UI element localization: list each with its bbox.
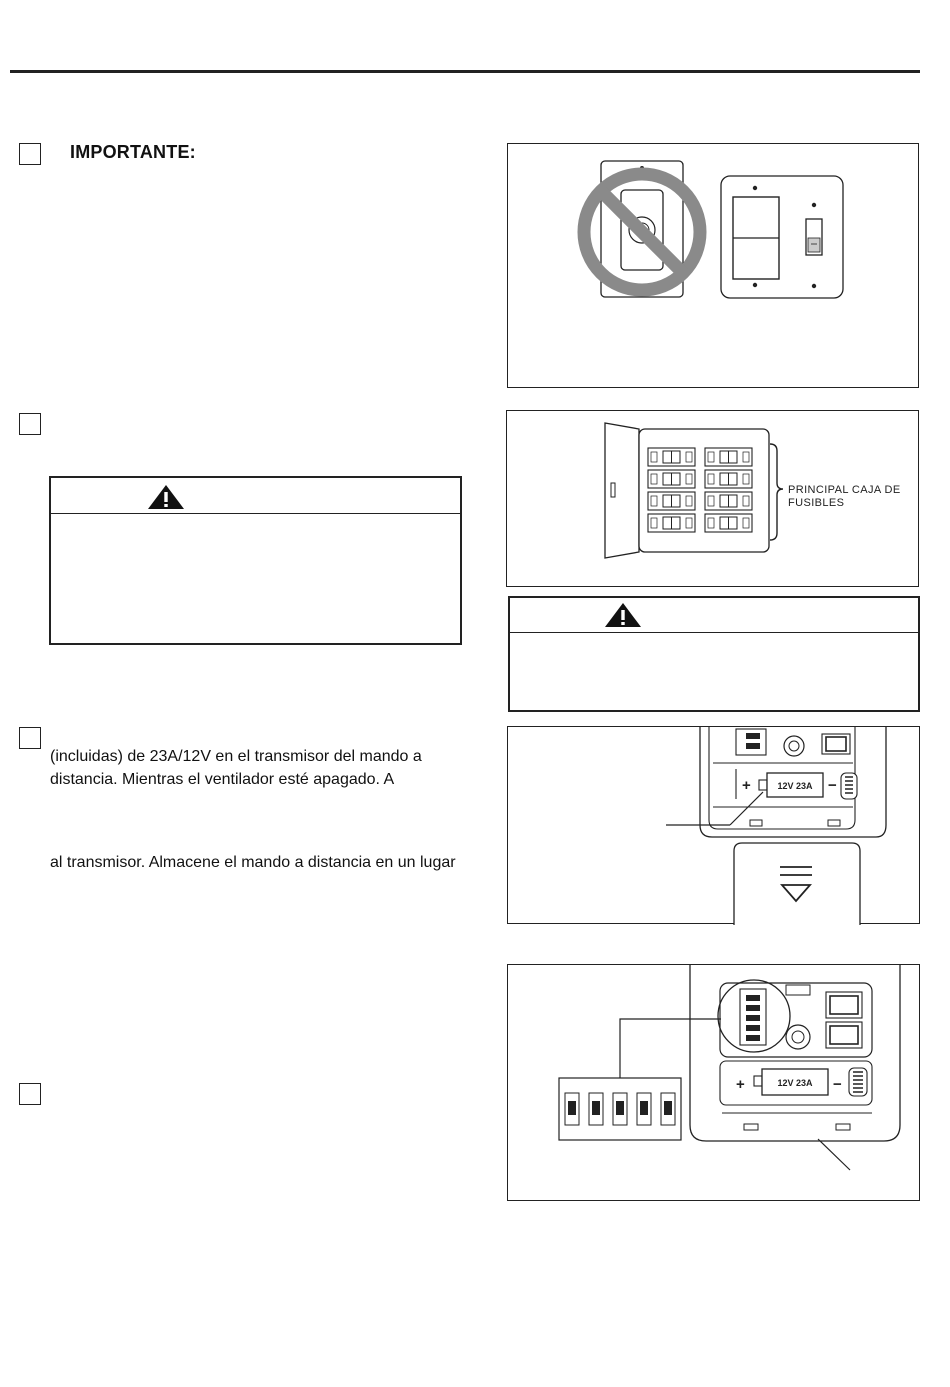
battery-label: 12V 23A [777, 781, 813, 791]
battery-label: 12V 23A [777, 1078, 813, 1088]
battery-minus-label: − [833, 1076, 842, 1093]
battery-plus-label: + [742, 777, 751, 794]
battery-instruction-line-3: al transmisor. Almacene el mando a distancia en un lugar [50, 854, 456, 871]
fuse-box-callout-line-2: FUSIBLES [788, 497, 845, 509]
step-checkbox-4[interactable] [19, 1083, 41, 1105]
remote-battery-illustration [508, 727, 921, 925]
fuse-box-illustration [507, 411, 920, 588]
fuse-box-callout-line-1: PRINCIPAL CAJA DE [788, 484, 901, 496]
figure-dip-switches [507, 964, 920, 1201]
figure-wall-controls [507, 143, 919, 388]
step-checkbox-1[interactable] [19, 143, 41, 165]
step-checkbox-2[interactable] [19, 413, 41, 435]
warning-triangle-icon [603, 601, 643, 629]
warning-header-left [51, 478, 460, 514]
figure-battery-install [507, 726, 920, 924]
battery-plus-label: + [736, 1076, 745, 1093]
warning-header-right [510, 598, 918, 633]
warning-box-right [508, 596, 920, 712]
battery-minus-label: − [828, 777, 837, 794]
battery-instruction-line-1: (incluidas) de 23A/12V en el transmisor del mando a [50, 748, 422, 765]
dip-switch-illustration [508, 965, 921, 1202]
important-heading: IMPORTANTE: [70, 142, 196, 162]
figure-fuse-box [506, 410, 919, 587]
wall-controls-illustration [508, 144, 920, 389]
step-checkbox-3[interactable] [19, 727, 41, 749]
top-rule [10, 70, 920, 73]
battery-instruction-line-2: distancia. Mientras el ventilador esté apagado. A [50, 771, 395, 788]
warning-box-left [49, 476, 462, 645]
warning-triangle-icon [146, 483, 186, 511]
